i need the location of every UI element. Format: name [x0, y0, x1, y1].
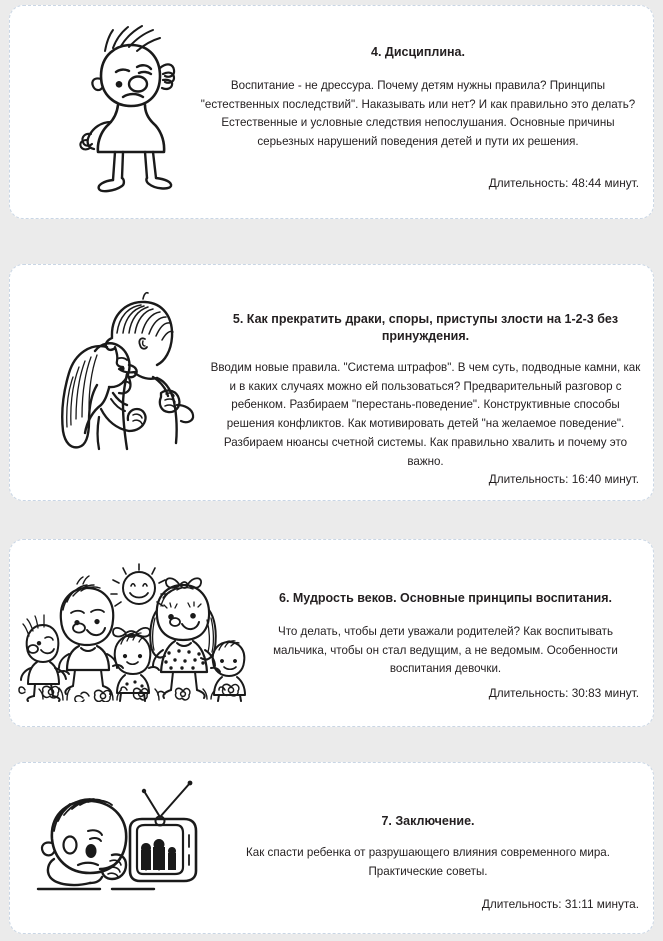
angry-child-icon — [61, 18, 181, 193]
lesson-card[interactable] — [9, 264, 654, 501]
lesson-description: Воспитание - не дрессура. Почему детям нужны правила? Принципы "естественных последствий". Наказывать или нет? И как правильно это делать? Естественные и условные следствия непослушания. Основные причины серьезных нарушений поведения детей и пути их решения. — [200, 78, 636, 149]
lesson-text-block — [210, 265, 653, 500]
lesson-illustration — [10, 540, 250, 702]
lesson-card[interactable] — [9, 5, 654, 219]
lesson-text-block — [215, 763, 653, 933]
lesson-description: Что делать, чтобы дети уважали родителей? Как воспитывать мальчика, чтобы он стал ведущим, а не ведомым. Особенности воспитания девочки. — [273, 624, 618, 676]
lesson-text-block — [250, 540, 653, 726]
lesson-duration: Длительность: 30:83 минут. — [488, 686, 639, 701]
lesson-duration: Длительность: 31:11 минута. — [481, 897, 639, 912]
lesson-illustration — [10, 265, 210, 461]
children-in-meadow-icon — [17, 562, 249, 702]
child-watching-tv-icon — [34, 777, 209, 902]
lesson-description: Вводим новые правила. "Система штрафов". В чем суть, подводные камни, как и в каких случаях можно ей пользоваться? Предварительный разговор с ребенком. Разбираем "перестань-поведение". Конструктивные способы решения конфликтов. Как мотивировать детей "на желаемое поведение". Разбираем нюансы счетной системы. Как правильно хвалить и почему это важно. — [210, 360, 641, 468]
lesson-illustration — [10, 6, 195, 193]
lesson-duration: Длительность: 16:40 минут. — [488, 472, 639, 487]
lesson-card[interactable] — [9, 539, 654, 727]
lesson-title: 6. Мудрость веков. Основные принципы воспитания. — [279, 591, 612, 605]
lesson-title: 4. Дисциплина. — [371, 45, 465, 59]
lesson-title: 7. Заключение. — [381, 814, 475, 828]
lesson-list-page — [0, 5, 663, 941]
lesson-illustration — [10, 763, 215, 902]
lesson-duration: Длительность: 48:44 минут. — [488, 176, 639, 191]
lesson-text-block — [195, 6, 653, 218]
lesson-title: 5. Как прекратить драки, споры, приступы злости на 1-2-3 без принуждения. — [232, 312, 619, 343]
lesson-description: Как спасти ребенка от разрушающего влияния современного мира. Практические советы. — [246, 845, 610, 878]
two-children-arguing-icon — [49, 281, 199, 461]
lesson-card[interactable] — [9, 762, 654, 934]
